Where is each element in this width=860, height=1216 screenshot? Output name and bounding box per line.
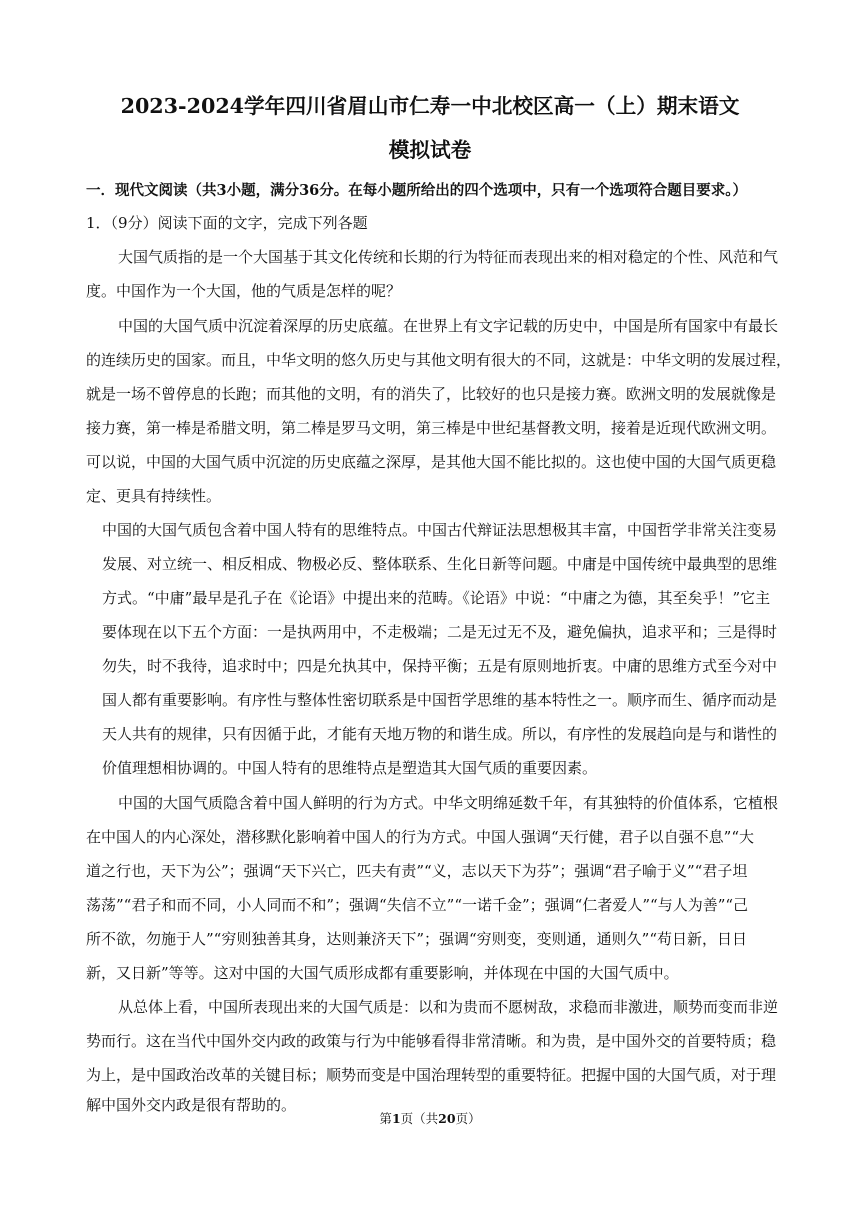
passage-line: 定、更具有持续性。 xyxy=(86,487,222,505)
passage-line: 所不欲，勿施于人”“穷则独善其身，达则兼济天下”；强调“穷则变，变则通，通则久”“苟日新，日日 xyxy=(86,930,748,948)
passage-line: 从总体上看，中国所表现出来的大国气质是：以和为贵而不愿树敌，求稳而非激进，顺势而变而非逆 xyxy=(118,998,779,1016)
document-title-line-1: 2023-2024学年四川省眉山市仁寿一中北校区高一（上）期末语文 xyxy=(120,94,740,118)
passage-line: 解中国外交内政是很有帮助的。 xyxy=(86,1096,297,1114)
footer-middle: 页（共 xyxy=(400,1111,439,1126)
passage-line: 接力赛，第一棒是希腊文明，第二棒是罗马文明，第三棒是中世纪基督教文明，接着是近现代欧洲文明。 xyxy=(86,419,777,437)
passage-line: 可以说，中国的大国气质中沉淀的历史底蕴之深厚，是其他大国不能比拟的。这也使中国的大国气质更稳 xyxy=(86,453,777,471)
footer-prefix: 第 xyxy=(379,1111,392,1126)
passage-line: 新，又日新”等等。这对中国的大国气质形成都有重要影响，并体现在中国的大国气质中。 xyxy=(86,964,679,982)
footer-page-number: 1 xyxy=(391,1111,401,1126)
passage-line: 大国气质指的是一个大国基于其文化传统和长期的行为特征而表现出来的相对稳定的个性、风范和气 xyxy=(118,248,779,266)
passage-line: 荡荡”“君子和而不同，小人同而不和”；强调“失信不立”“一诺千金”；强调“仁者爱人”“与人为善”“己 xyxy=(86,896,749,914)
section-heading: 一．现代文阅读（共3小题，满分36分。在每小题所给出的四个选项中，只有一个选项符合题目要求。） xyxy=(86,182,748,199)
passage-line: 就是一场不曾停息的长跑；而其他的文明，有的消失了，比较好的也只是接力赛。欧洲文明的发展就像是 xyxy=(86,385,777,403)
passage-line: 国人都有重要影响。有序性与整体性密切联系是中国哲学思维的基本特性之一。顺序而生、循序而动是 xyxy=(102,691,778,709)
passage-line: 在中国人的内心深处，潜移默化影响着中国人的行为方式。中国人强调“天行健，君子以自强不息”“大 xyxy=(86,828,755,846)
passage-line: 的连续历史的国家。而且，中华文明的悠久历史与其他文明有很大的不同，这就是：中华文明的发展过程， xyxy=(86,351,792,369)
document-title-line-2: 模拟试卷 xyxy=(388,138,472,162)
passage-line: 道之行也，天下为公”；强调“天下兴亡，匹夫有责”“义，志以天下为芬”；强调“君子喻于义”“君子坦 xyxy=(86,862,748,880)
passage-line: 要体现在以下五个方面：一是执两用中，不走极端；二是无过无不及，避免偏执，追求平和；三是得时 xyxy=(102,623,778,641)
passage-line: 中国的大国气质包含着中国人特有的思维特点。中国古代辩证法思想极其丰富，中国哲学非常关注变易 xyxy=(102,521,778,539)
passage-line: 势而行。这在当代中国外交内政的政策与行为中能够看得非常清晰。和为贵，是中国外交的首要特质；稳 xyxy=(86,1032,777,1050)
passage-line: 勿失，时不我待，追求时中；四是允执其中，保持平衡；五是有原则地折衷。中庸的思维方式至今对中 xyxy=(102,657,778,675)
passage-line: 度。中国作为一个大国，他的气质是怎样的呢？ xyxy=(86,282,402,300)
passage-line: 中国的大国气质中沉淀着深厚的历史底蕴。在世界上有文字记载的历史中，中国是所有国家中有最长 xyxy=(118,317,779,335)
footer-suffix: 页） xyxy=(455,1111,481,1126)
passage-line: 价值理想相协调的。中国人特有的思维特点是塑造其大国气质的重要因素。 xyxy=(102,759,598,777)
question-intro: 1．（9分）阅读下面的文字，完成下列各题 xyxy=(86,214,368,232)
page-footer xyxy=(0,1110,860,1128)
passage-line: 天人共有的规律，只有因循于此，才能有天地万物的和谐生成。所以，有序性的发展趋向是与和谐性的 xyxy=(102,725,778,743)
passage-line: 中国的大国气质隐含着中国人鲜明的行为方式。中华文明绵延数千年，有其独特的价值体系，它植根 xyxy=(118,794,779,812)
passage-line: 为上，是中国政治改革的关键目标；顺势而变是中国治理转型的重要特征。把握中国的大国气质，对于理 xyxy=(86,1066,777,1084)
footer-total-pages: 20 xyxy=(438,1111,456,1126)
passage-line: 发展、对立统一、相反相成、物极必反、整体联系、生化日新等问题。中庸是中国传统中最典型的思维 xyxy=(102,555,778,573)
passage-line: 方式。“中庸”最早是孔子在《论语》中提出来的范畴。《论语》中说：“中庸之为德，其至矣乎！”它主 xyxy=(102,589,771,607)
